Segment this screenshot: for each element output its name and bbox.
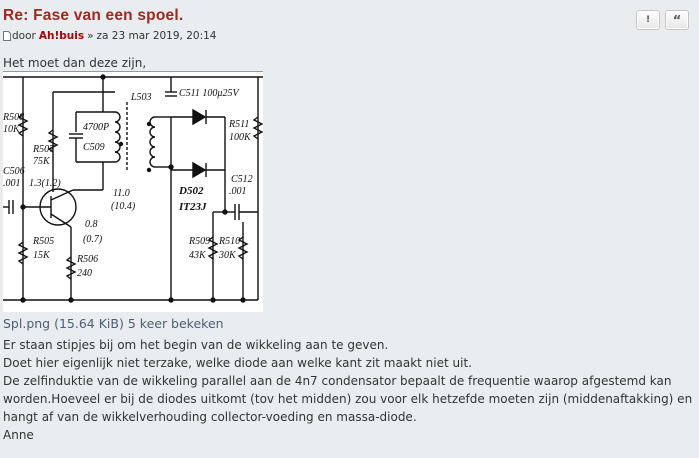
label-r508-value: 10K — [3, 124, 20, 135]
attachment-caption — [3, 316, 224, 331]
label-r510-value: 30K — [219, 250, 236, 261]
label-d502: D502 — [179, 185, 204, 197]
label-r510: R510 — [219, 236, 241, 247]
label-c511: C511 100μ25V — [179, 88, 239, 99]
label-v11: 11.0 — [113, 188, 130, 199]
circuit-schematic — [3, 72, 263, 312]
post-icon[interactable] — [3, 31, 11, 41]
label-r506: R506 — [77, 254, 99, 265]
label-r505-value: 15K — [33, 250, 50, 261]
attachment-filename[interactable]: Spl.png — [3, 316, 51, 331]
author-link[interactable]: Ah!buis — [38, 30, 85, 42]
meta-separator: » — [87, 30, 94, 42]
body-line: De zelfinduktie van de wikkeling parallel aan de 4n7 condensator bepaalt de frequentie waarop afgestemd kan worden.Hoeveel er bij de diodes uitkomt (tov het midden) zou voor elk hetzefde moeten zijn (middenaftakking) en hangt af van de wikkelverhouding collector-voeding en massa-diode. — [3, 374, 693, 424]
label-r511-value: 100K — [229, 132, 251, 143]
attachment-size: (15.64 KiB) — [54, 316, 124, 331]
label-v07: (0.7) — [83, 234, 103, 245]
label-c507: 4700P — [83, 122, 110, 133]
label-r506-value: 240 — [77, 268, 92, 279]
quote-icon: “ — [672, 14, 682, 29]
label-c506-value: .001 — [3, 178, 21, 189]
label-r509-value: 43K — [189, 250, 206, 261]
post-intro: Het moet dan deze zijn, — [3, 56, 147, 70]
label-r507: R507 — [33, 144, 55, 155]
attachment-image[interactable] — [3, 71, 263, 312]
label-v104: (10.4) — [111, 201, 136, 212]
label-c512: C512 — [231, 174, 253, 185]
label-it23j: IT23J — [179, 201, 207, 213]
label-r505: R505 — [33, 236, 55, 247]
post-date: za 23 mar 2019, 20:14 — [96, 30, 217, 42]
label-r511: R511 — [229, 119, 250, 130]
body-line: Er staan stipjes bij om het begin van de wikkeling aan te geven. — [3, 338, 389, 352]
quote-button[interactable] — [665, 10, 689, 30]
label-c512-value: .001 — [229, 186, 247, 197]
label-v13: 1.3(1.2) — [29, 178, 61, 189]
label-r507-value: 75K — [33, 156, 50, 167]
report-button[interactable] — [636, 10, 660, 30]
body-line: Doet hier eigenlijk niet terzake, welke diode aan welke kant zit maakt niet uit. — [3, 356, 472, 370]
label-v08: 0.8 — [85, 219, 98, 230]
label-l503: L503 — [131, 92, 152, 103]
label-r508: R508 — [3, 112, 25, 123]
post-title[interactable]: Re: Fase van een spoel. — [3, 7, 184, 24]
signature: Anne — [3, 428, 34, 442]
exclamation-icon: ! — [645, 15, 651, 25]
attachment-views: 5 keer bekeken — [127, 316, 224, 331]
post-body — [3, 336, 695, 444]
post-meta — [3, 30, 216, 42]
label-c506: C506 — [3, 166, 25, 177]
label-r509: R509 — [189, 236, 211, 247]
meta-prefix: door — [12, 30, 36, 42]
label-c509: C509 — [83, 142, 105, 153]
post-buttons — [636, 10, 689, 30]
